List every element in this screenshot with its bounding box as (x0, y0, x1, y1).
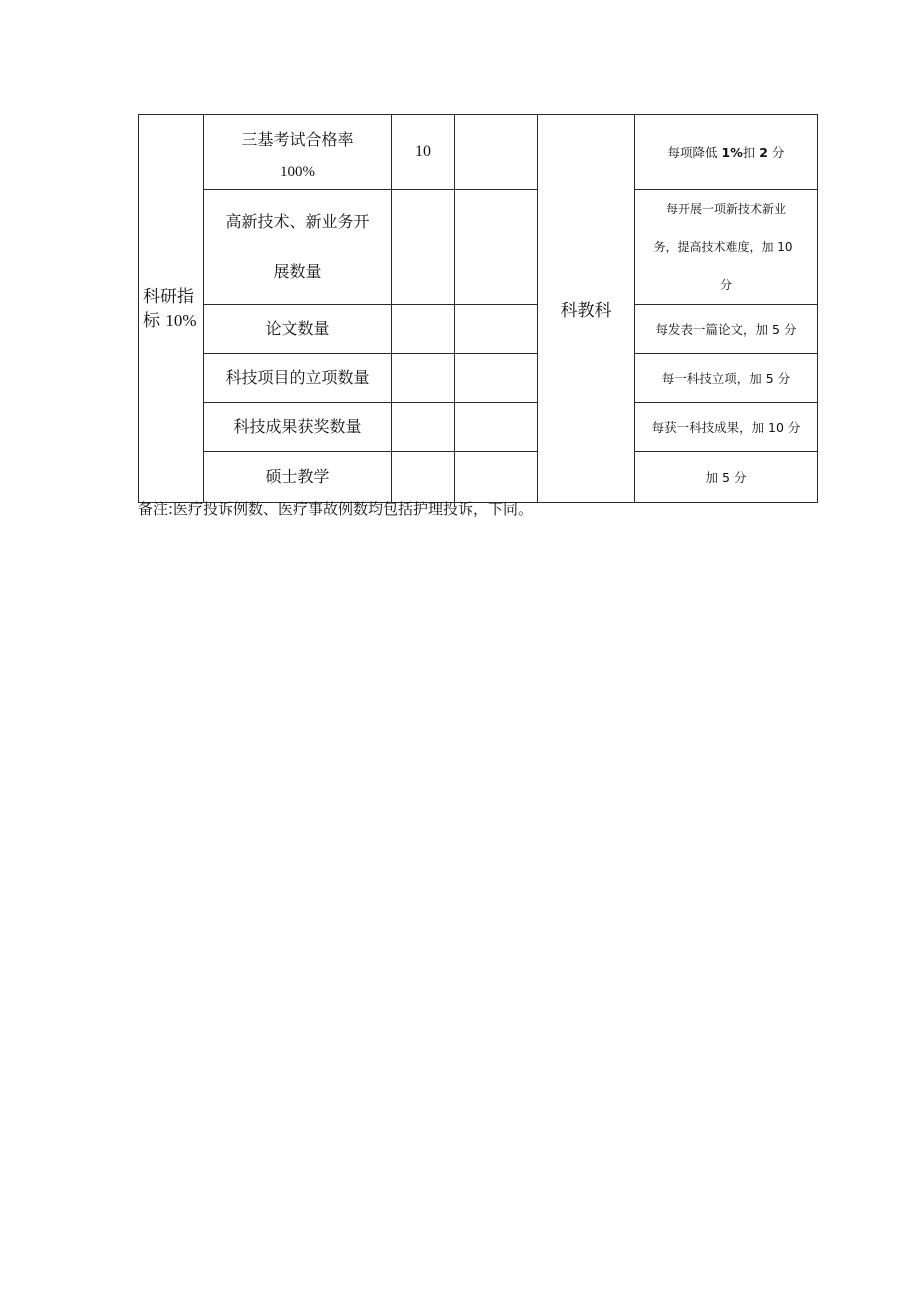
rule-line: 每开展一项新技术新业 (665, 202, 786, 216)
score-cell (392, 354, 455, 403)
table-row (139, 115, 818, 190)
indicator-cell: 硕士教学 (204, 452, 392, 503)
blank-cell (455, 403, 538, 452)
indicator-label-cont: 展数量 (273, 262, 322, 281)
rule-text: 分 (767, 144, 785, 160)
blank-cell (455, 354, 538, 403)
rule-points: 2 (759, 144, 768, 160)
indicator-label: 三基考试合格率 (241, 130, 354, 149)
rule-percent: 1% (721, 144, 743, 160)
score-cell: 10 (392, 115, 455, 190)
footnote: 备注:医疗投诉例数、医疗事故例数均包括护理投诉，下同。 (138, 500, 534, 518)
score-cell (392, 403, 455, 452)
indicator-cell (204, 115, 392, 190)
rule-cell: 每一科技立项，加 5 分 (635, 354, 818, 403)
rule-text: 每项降低 (667, 144, 722, 160)
rule-cell (635, 115, 818, 190)
table-row (139, 403, 818, 452)
indicator-cell: 科技成果获奖数量 (204, 403, 392, 452)
indicator-label: 高新技术、新业务开 (225, 212, 370, 231)
category-label-line1: 科研指 (143, 286, 194, 307)
category-cell (139, 115, 204, 503)
table-row (139, 452, 818, 503)
table-row (139, 190, 818, 305)
indicator-cell: 论文数量 (204, 305, 392, 354)
score-cell (392, 452, 455, 503)
blank-cell (455, 115, 538, 190)
indicator-cell: 科技项目的立项数量 (204, 354, 392, 403)
indicator-cell (204, 190, 392, 305)
category-label-line2-prefix: 标 (143, 310, 166, 331)
assessment-table (138, 114, 818, 503)
score-cell (392, 305, 455, 354)
table-row (139, 354, 818, 403)
rule-cell (635, 190, 818, 305)
rule-cell: 每发表一篇论文，加 5 分 (635, 305, 818, 354)
rule-line: 务，提高技术难度，加 10 (653, 240, 793, 254)
table-row (139, 305, 818, 354)
blank-cell (455, 190, 538, 305)
rule-cell: 加 5 分 (635, 452, 818, 503)
indicator-target: 100% (280, 164, 315, 180)
blank-cell (455, 452, 538, 503)
department-cell: 科教科 (538, 115, 635, 503)
rule-text: 扣 (742, 144, 760, 160)
score-cell (392, 190, 455, 305)
blank-cell (455, 305, 538, 354)
category-weight: 10% (165, 310, 197, 330)
rule-cell: 每获一科技成果，加 10 分 (635, 403, 818, 452)
rule-line: 分 (719, 278, 732, 292)
